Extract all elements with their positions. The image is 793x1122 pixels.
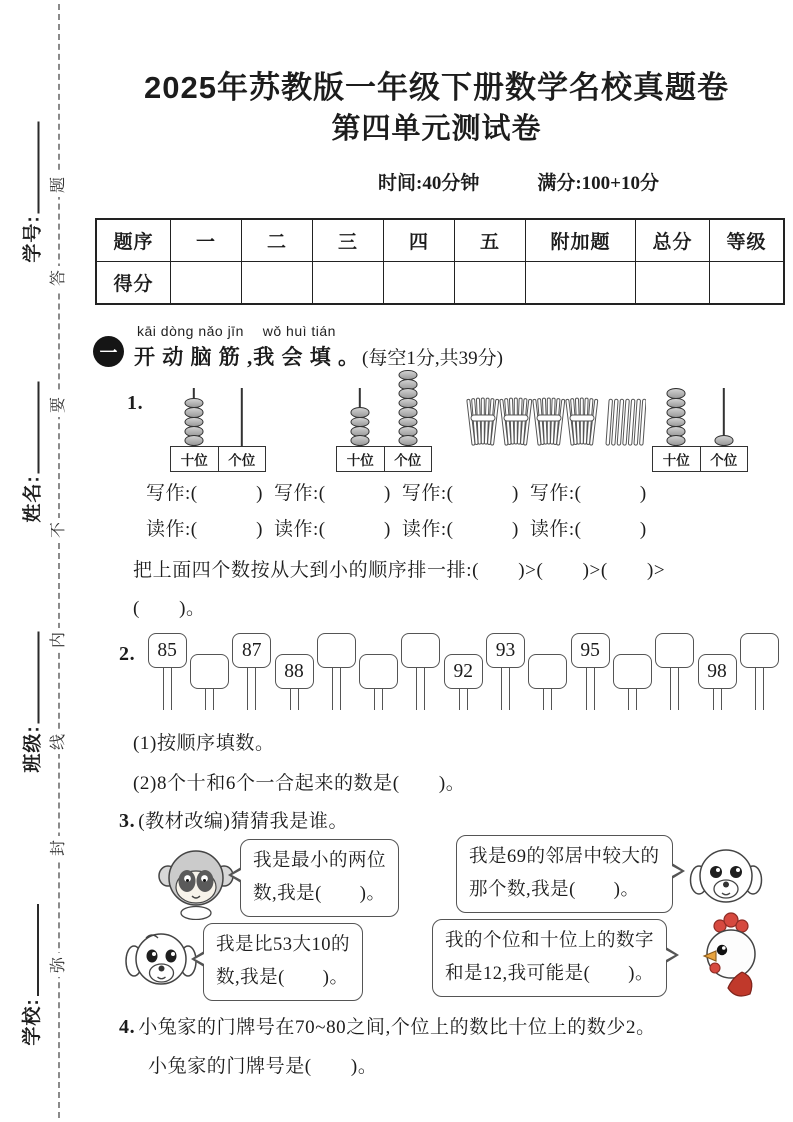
seal-char: 不 xyxy=(47,518,71,542)
question-2-sub2: (2)8个十和6个一合起来的数是( )。 xyxy=(133,773,466,794)
speech-bubble-2 xyxy=(456,835,673,913)
number-signposts-row xyxy=(146,633,782,710)
signpost xyxy=(527,654,569,710)
read-as-blank: 读作:( ) xyxy=(401,519,519,540)
seal-char: 要 xyxy=(47,393,71,417)
score-table-header-cell: 四 xyxy=(384,220,455,262)
ones-place-label: 个位 xyxy=(394,453,422,468)
score-row-label: 得分 xyxy=(97,262,171,303)
section-title-pinyin: kāi dòng nǎo jīn wǒ huì tián xyxy=(137,323,336,339)
signpost xyxy=(654,633,696,710)
place-value-base xyxy=(336,446,432,472)
abacus-figure-3 xyxy=(652,388,748,470)
counting-sticks-figure xyxy=(466,392,646,450)
ones-place-label: 个位 xyxy=(710,453,738,468)
question-4-line2: 小兔家的门牌号是( )。 xyxy=(148,1056,378,1077)
section-title: 开 动 脑 筋 ,我 会 填 。 xyxy=(134,345,360,369)
signpost: 87 xyxy=(231,633,273,710)
name-label: 姓名: xyxy=(22,475,43,523)
signpost: 85 xyxy=(146,633,188,710)
question-1-number: 1. xyxy=(127,392,144,414)
place-value-base xyxy=(652,446,748,472)
score-blank-cell xyxy=(526,262,636,303)
ones-rod xyxy=(384,388,432,446)
read-as-blank: 读作:( ) xyxy=(146,519,263,540)
tens-place-label: 十位 xyxy=(171,447,219,471)
paper-title-line1: 2025年苏教版一年级下册数学名校真题卷 xyxy=(144,70,729,105)
tens-place-label: 十位 xyxy=(337,447,385,471)
signpost: 95 xyxy=(569,633,611,710)
write-as-blank: 写作:( ) xyxy=(273,483,391,504)
tens-rod xyxy=(170,388,218,446)
bubble-2-line2: 那个数,我是( )。 xyxy=(469,879,640,900)
score-table xyxy=(95,218,785,305)
question-2-number: 2. xyxy=(119,643,136,665)
score-table-header-cell: 等级 xyxy=(710,220,783,262)
ones-rod xyxy=(700,388,748,446)
seal-char: 题 xyxy=(47,173,71,197)
write-as-blank: 写作:( ) xyxy=(401,483,519,504)
bubble-4-line2: 和是12,我可能是( )。 xyxy=(445,963,654,984)
student-id-field xyxy=(18,95,44,290)
bubble-2-line1: 我是69的邻居中较大的 xyxy=(469,847,660,867)
time-limit-label: 时间:40分钟 xyxy=(378,173,480,194)
monkey-icon xyxy=(156,842,236,920)
score-table-header-cell: 附加题 xyxy=(526,220,636,262)
speech-bubble-3 xyxy=(203,923,363,1001)
tens-rod xyxy=(336,388,384,446)
read-as-row xyxy=(146,514,782,541)
signpost xyxy=(357,654,399,710)
tens-place-label: 十位 xyxy=(653,447,701,471)
seal-char: 封 xyxy=(47,836,71,860)
section-one-badge: 一 xyxy=(93,336,124,367)
score-blank-cell xyxy=(636,262,710,303)
bubble-3-line1: 我是比53大10的 xyxy=(216,935,351,955)
bubble-1-line2: 数,我是( )。 xyxy=(253,883,386,904)
abacus-figure-2 xyxy=(336,388,432,470)
speech-bubble-1 xyxy=(240,839,399,917)
paper-title-line2: 第四单元测试卷 xyxy=(331,113,542,145)
seal-char: 线 xyxy=(47,730,71,754)
signpost xyxy=(315,633,357,710)
write-as-row xyxy=(146,478,782,505)
score-blank-cell xyxy=(171,262,242,303)
ones-rod xyxy=(218,388,266,446)
score-table-header-cell: 一 xyxy=(171,220,242,262)
abacus-rods xyxy=(336,388,432,446)
score-blank-cell xyxy=(313,262,384,303)
place-value-base xyxy=(170,446,266,472)
puppy-icon xyxy=(688,840,764,912)
write-as-blank: 写作:( ) xyxy=(529,483,647,504)
score-table-header-cell: 总分 xyxy=(636,220,710,262)
seal-dashed-line xyxy=(58,4,60,1118)
class-field xyxy=(18,615,44,790)
signpost xyxy=(738,633,780,710)
write-as-blank: 写作:( ) xyxy=(146,483,263,504)
abacus-rods xyxy=(170,388,266,446)
section-score-note: (每空1分,共39分) xyxy=(362,348,503,369)
score-blank-cell xyxy=(242,262,313,303)
signpost xyxy=(611,654,653,710)
question-2-sub1: (1)按顺序填数。 xyxy=(133,733,275,754)
student-id-label: 学号: xyxy=(22,215,43,263)
read-as-blank: 读作:( ) xyxy=(529,519,647,540)
abacus-rods xyxy=(652,388,748,446)
score-table-header-cell: 三 xyxy=(313,220,384,262)
score-blank-cell xyxy=(455,262,526,303)
signpost: 92 xyxy=(442,654,484,710)
score-blank-cell xyxy=(384,262,455,303)
section-title-row xyxy=(134,341,503,371)
full-score-label: 满分:100+10分 xyxy=(537,173,659,194)
signpost xyxy=(400,633,442,710)
school-blank xyxy=(22,904,39,996)
school-field xyxy=(17,885,43,1065)
school-label: 学校: xyxy=(21,998,43,1046)
question-3-title-line: 3. (教材改编)猜猜我是谁。 xyxy=(119,810,349,832)
bubble-1-line1: 我是最小的两位 xyxy=(253,851,387,871)
read-as-blank: 读作:( ) xyxy=(273,519,391,540)
score-table-header-cell: 五 xyxy=(455,220,526,262)
signpost xyxy=(188,654,230,710)
name-blank xyxy=(22,381,39,473)
class-label: 班级: xyxy=(22,725,43,773)
seal-char: 内 xyxy=(47,628,71,652)
rooster-icon xyxy=(690,912,768,1004)
sort-instruction-line1: 把上面四个数按从大到小的顺序排一排:( )>( )>( )> xyxy=(133,560,666,581)
question-4-line1: 4. 小兔家的门牌号在70~80之间,个位上的数比十位上的数少2。 xyxy=(119,1016,656,1038)
ones-place-label: 个位 xyxy=(228,453,256,468)
abacus-figure-1 xyxy=(170,388,266,470)
exam-info-row xyxy=(378,168,659,195)
score-blank-cell xyxy=(710,262,783,303)
signpost: 93 xyxy=(484,633,526,710)
student-id-blank xyxy=(22,121,39,213)
name-field xyxy=(18,360,44,545)
class-blank xyxy=(22,631,39,723)
tens-rod xyxy=(652,388,700,446)
bubble-3-line2: 数,我是( )。 xyxy=(216,967,349,988)
dog-icon xyxy=(124,925,198,995)
seal-char: 弥 xyxy=(47,953,71,977)
score-table-header-cell: 二 xyxy=(242,220,313,262)
seal-char: 答 xyxy=(47,266,71,290)
sort-instruction-line2: ( )。 xyxy=(133,598,206,619)
signpost: 98 xyxy=(696,654,738,710)
score-table-header-cell: 题序 xyxy=(97,220,171,262)
speech-bubble-4 xyxy=(432,919,667,997)
signpost: 88 xyxy=(273,654,315,710)
bubble-4-line1: 我的个位和十位上的数字 xyxy=(445,931,655,951)
